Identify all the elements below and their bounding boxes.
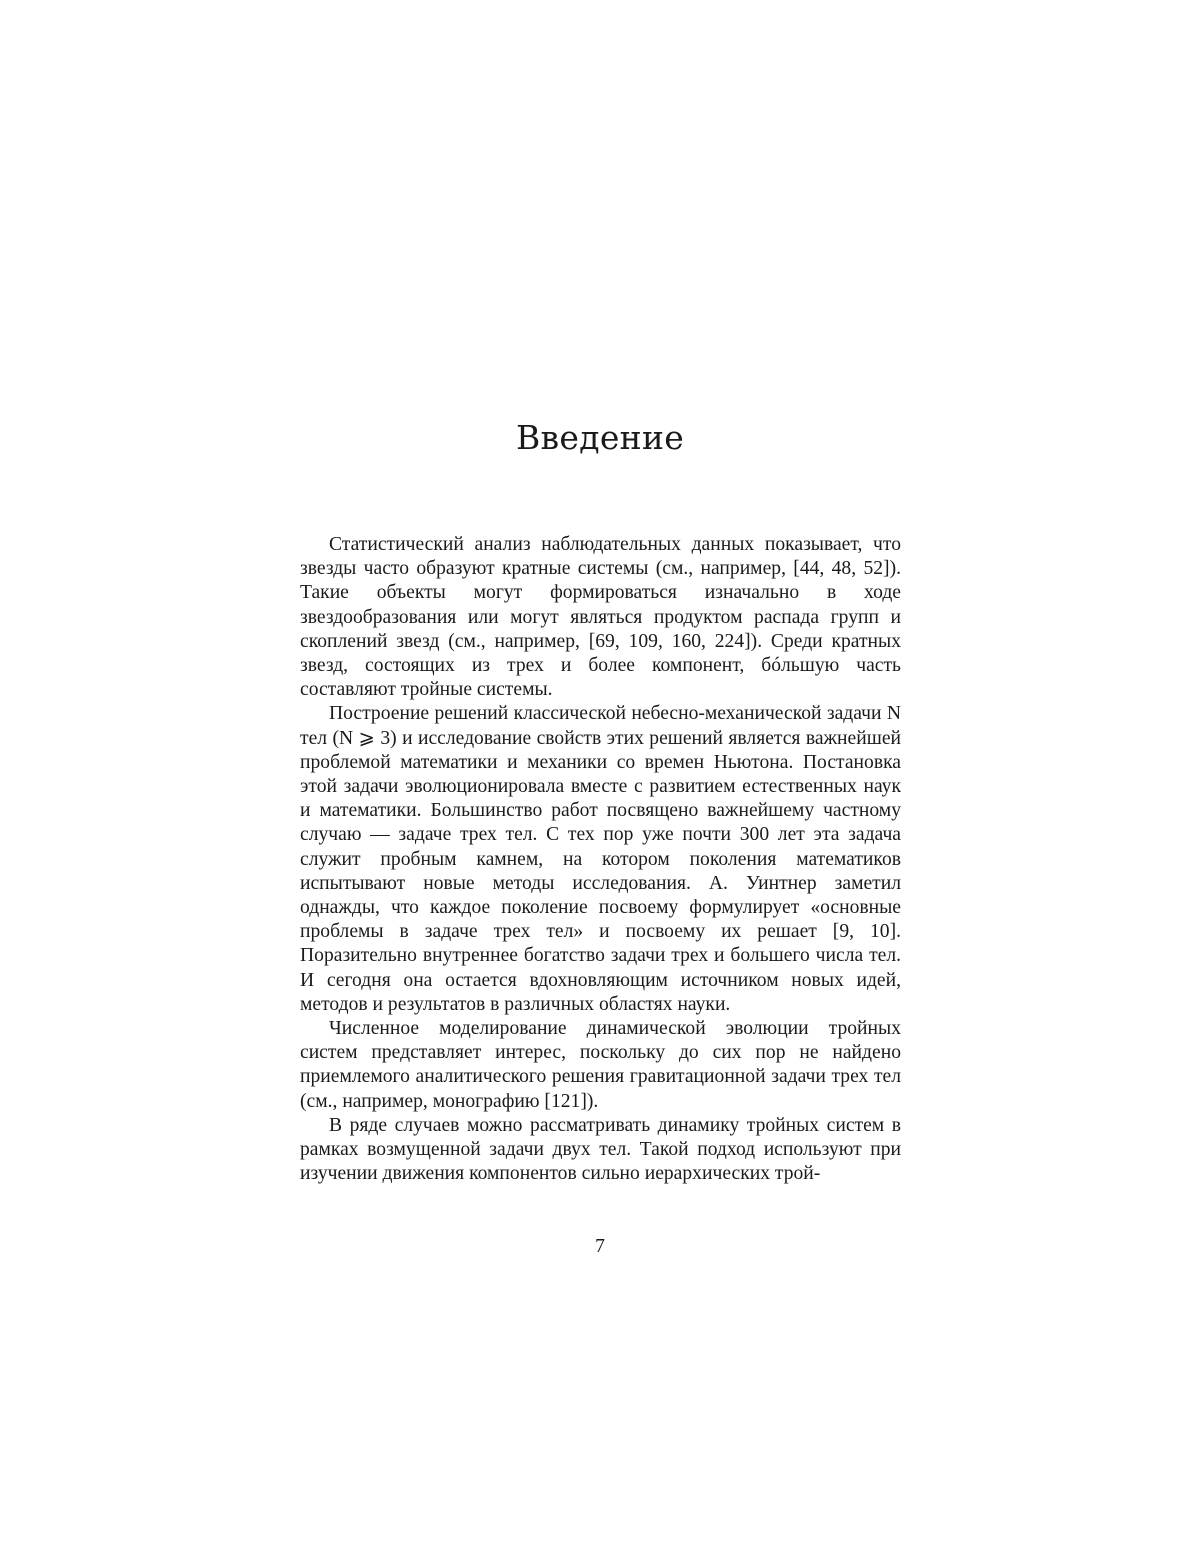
paragraph: Построение решений классической небесно-механической задачи N тел (N ⩾ 3) и исследование свойств этих решений является важнейшей проблемой математики и механики со времен Ньютона. Постановка этой задачи эволюционировала вместе с развитием естественных наук и математики. Большинство работ посвящено важнейшему частному случаю — задаче трех тел. С тех пор уже почти 300 лет эта задача служит пробным камнем, на котором поколения математиков испытывают новые методы исследования. А. Уинтнер заметил однажды, что каждое поколение посвоему формулирует «основные проблемы в задаче трех тел» и посвоему их решает [9, 10]. Поразительно внутреннее богатство задачи трех и большего числа тел. И сегодня она остается вдохновляющим источником новых идей, методов и результатов в различных областях науки. bbox=[300, 703, 901, 1015]
body-text bbox=[300, 533, 901, 1186]
chapter-title: Введение bbox=[515, 418, 685, 457]
paragraph: В ряде случаев можно рассматривать динамику тройных систем в рамках возмущенной задачи двух тел. Такой подход используют при изучении движения компонентов сильно иерархических трой- bbox=[300, 1114, 901, 1185]
page-number: 7 bbox=[595, 1236, 605, 1257]
paragraph: Статистический анализ наблюдательных данных показывает, что звезды часто образуют кратные системы (см., например, [44, 48, 52]). Такие объекты могут формироваться изначально в ходе звездообразования или могут являться продуктом распада групп и скоплений звезд (см., например, [69, 109, 160, 224]). Среди кратных звезд, состоящих из трех и более компонент, бóльшую часть составляют тройные системы. bbox=[300, 534, 901, 701]
paragraph: Численное моделирование динамической эволюции тройных систем представляет интерес, поскольку до сих пор не найдено приемлемого аналитического решения гравитационной задачи трех тел (см., например, монографию [121]). bbox=[300, 1018, 901, 1112]
